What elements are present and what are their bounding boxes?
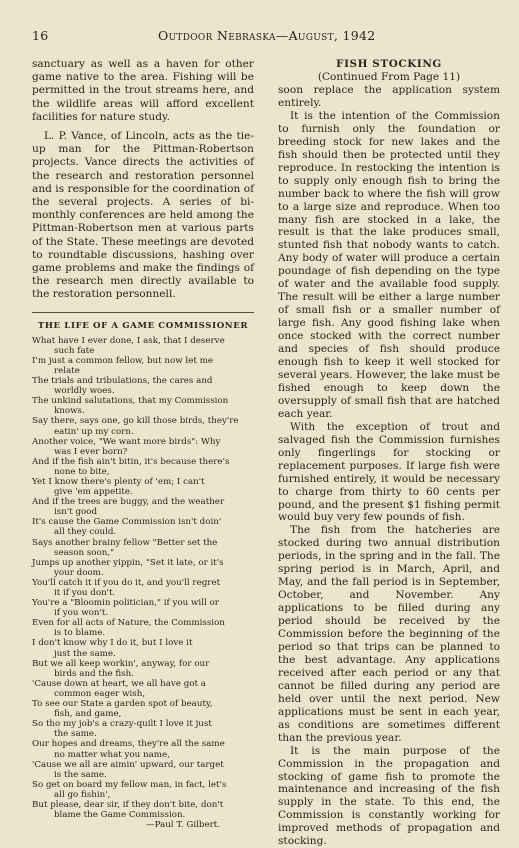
poem-line: You'll catch it if you do it, and you'll regret: [32, 577, 221, 588]
poem-line: Even for all acts of Nature, the Commission: [32, 618, 225, 629]
poem-line: Jumps up another yippin, "Set it late, or it's: [32, 557, 224, 568]
poem-line-continuation: just the same.: [54, 648, 116, 659]
poem-line-continuation: is to blame.: [54, 628, 106, 639]
running-title: Outdoor Nebraska—August, 1942: [158, 28, 376, 43]
poem-line-continuation: fish, and game,: [54, 709, 122, 720]
poem-line: And if the trees are buggy, and the weather: [32, 497, 225, 508]
poem-stanza: [32, 457, 254, 477]
poem-stanza: [32, 578, 254, 598]
poem-stanza: [32, 558, 254, 578]
poem-line: But we all keep workin', anyway, for our: [32, 658, 210, 669]
poem-line: Another voice, "We want more birds": Why: [32, 436, 221, 447]
poem-line: I'm just a common fellow, but now let me: [32, 355, 213, 366]
poem-line-continuation: worldly woes.: [54, 386, 115, 397]
poem-stanza: [32, 618, 254, 638]
poem-line-continuation: blame the Game Commission.: [54, 810, 186, 821]
poem-stanza: [32, 538, 254, 558]
poem-line: So tho my job's a crazy-quilt I love it just: [32, 719, 212, 730]
poem-line-continuation: give 'em appetite.: [54, 487, 133, 498]
poem-line-continuation: season soon,": [54, 547, 115, 558]
poem-line: But please, dear sir, if they don't bite, don't: [32, 799, 224, 810]
poem-line-continuation: eatin' up my corn.: [54, 426, 134, 437]
poem-line-continuation: all they could.: [54, 527, 117, 538]
poem-line-continuation: common eager wish,: [54, 688, 146, 699]
continued-note: (Continued From Page 11): [317, 71, 461, 83]
poem-line: Yet I know there's plenty of 'em; I can't: [32, 476, 205, 487]
poem-line-continuation: the same.: [54, 729, 97, 740]
poem-stanza: [32, 699, 254, 719]
poem-line: Says another brainy fellow "Better set the: [32, 537, 218, 548]
right-paragraph: The fish from the hatcheries are stocked during two annual distribution periods, in the spring and in the fall. The spring period is in March, April, and May, and the fall period is in September, October, and November. Any applications to be filled during any period should be received by the Commission before the beginning of the period so that trips can be planned to the best advantage. Any applications received after each period or any that cannot be filled during any period are held over until the next period. New applications must be sent in each year, as conditions are sometimes different than the previous year.: [278, 524, 500, 744]
poem-stanza: [32, 416, 254, 436]
section-title: FISH STOCKING: [336, 58, 442, 70]
poem-line: 'Cause we all are aimin' upward, our target: [32, 759, 224, 770]
right-paragraph: It is the intention of the Commission to furnish only the foundation or breeding stock for new lakes and the fish should then be protected until they reproduce. In restocking the intention is to supply only enough fish to bring the number back to where the fish will grow to a large size and reproduce. When too many fish are stocked in a lake, the result is that the lake produces small, stunted fish that nobody wants to catch. Any body of water will produce a certain poundage of fish depending on the type of water and the available food supply. The result will be either a large number of small fish or a smaller number of large fish. Any good fishing lake when once stocked with the correct number and species of fish should produce enough fish to keep it well stocked for several years. However, the lake must be fished enough to keep down the oversupply of small fish that are hatched each year.: [278, 109, 500, 420]
poem-line-continuation: no matter what you name,: [54, 749, 170, 760]
poem-line: To see our State a garden spot of beauty,: [32, 699, 213, 710]
poem-stanza: [32, 396, 254, 416]
poem-line-continuation: your doom.: [54, 567, 104, 578]
poem-line: The unkind salutations, that my Commission: [32, 396, 229, 407]
poem-line-continuation: birds and the fish.: [54, 668, 134, 679]
poem-stanza: [32, 800, 254, 820]
poem-line-continuation: relate: [54, 365, 80, 376]
poem-line-continuation: was I ever born?: [54, 446, 128, 457]
left-paragraph: L. P. Vance, of Lincoln, acts as the tie-up man for the Pittman-Robertson projects. Vance directs the activities of the research and restoration personnel and is responsible for the coordination of the several projects. A series of bi-monthly conferences are held among the Pittman-Robertson men at various parts of the State. These meetings are devoted to roundtable discussions, hashing over game problems and make the findings of the research men directly available to the restoration personnell.: [32, 130, 254, 301]
poem-line-continuation: it if you don't.: [54, 588, 116, 598]
poem-stanza: [32, 659, 254, 679]
poem-stanza: [32, 437, 254, 457]
poem-line-continuation: is the same.: [54, 769, 107, 780]
section-divider: [32, 312, 254, 313]
poem-line: You're a "Bloomin politician," if you will or: [32, 598, 219, 609]
poem-line: So get on board my fellow man, in fact, let's: [32, 779, 227, 790]
poem-line-continuation: if you won't.: [54, 608, 109, 619]
right-paragraph: It is the main purpose of the Commission in the propagation and stocking of game fish to promote the maintenance and increasing of the fish supply in the state. To this end, the Commission is constantly working for improved methods of propagation and stocking.: [278, 744, 500, 848]
left-column: [32, 58, 254, 830]
poem-stanza: [32, 679, 254, 699]
poem-stanza: [32, 356, 254, 376]
poem-stanza: [32, 780, 254, 800]
poem-line: What have I ever done, I ask, that I deserve: [32, 335, 225, 346]
poem-line-continuation: none to bite,: [54, 466, 110, 477]
poem: [32, 336, 254, 821]
poem-stanza: [32, 497, 254, 517]
poem-line: It's cause the Game Commission isn't doin': [32, 517, 222, 528]
poem-stanza: [32, 719, 254, 739]
poem-stanza: [32, 760, 254, 780]
right-paragraph: soon replace the application system entirely.: [278, 84, 500, 109]
poem-stanza: [32, 336, 254, 356]
poem-stanza: [32, 598, 254, 618]
poem-stanza: [32, 739, 254, 759]
right-column: [278, 58, 500, 848]
poem-line: Our hopes and dreams, they're all the same: [32, 739, 225, 750]
poem-stanza: [32, 477, 254, 497]
poem-line-continuation: all go fishin',: [54, 789, 111, 800]
poem-line: I don't know why I do it, but I love it: [32, 638, 193, 649]
poem-line: The trials and tribulations, the cares and: [32, 376, 213, 387]
poem-line-continuation: such fate: [54, 345, 95, 356]
poem-line-continuation: knows.: [54, 406, 85, 417]
poem-stanza: [32, 517, 254, 537]
poem-line-continuation: isn't good: [54, 507, 98, 518]
poem-stanza: [32, 376, 254, 396]
left-paragraph: sanctuary as well as a haven for other game native to the area. Fishing will be permitted in the trout streams here, and the wildlife areas will afford excellent facilities for nature study.: [32, 58, 254, 123]
page-number: 16: [32, 28, 49, 43]
poem-title: THE LIFE OF A GAME COMMISSIONER: [37, 320, 249, 331]
poem-line: And if the fish ain't bitin, it's because there's: [32, 456, 230, 467]
right-paragraph: With the exception of trout and salvaged fish the Commission furnishes only fingerlings for stocking or replacement purposes. If large fish were furnished entirely, it would be necessary to charge from thirty to 60 cents per pound, and the present $1 fishing permit would buy very few pounds of fish.: [278, 420, 500, 524]
poem-line: 'Cause down at heart, we all have got a: [32, 678, 206, 689]
poem-signature: —Paul T. Gilbert.: [145, 820, 220, 831]
poem-stanza: [32, 638, 254, 658]
poem-line: Say there, says one, go kill those birds, they're: [32, 416, 239, 427]
